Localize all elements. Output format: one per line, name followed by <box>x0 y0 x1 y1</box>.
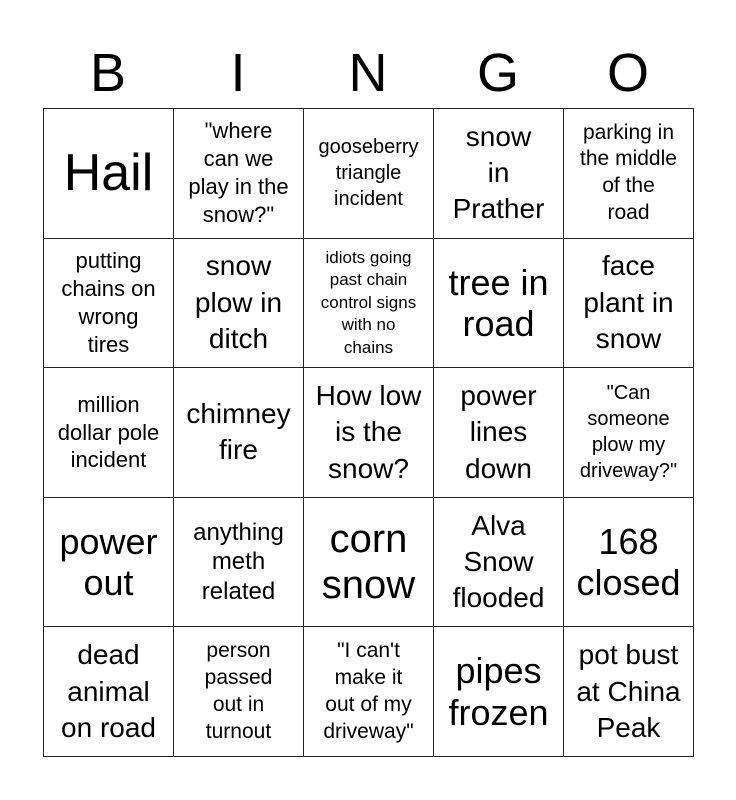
header-letter-n: N <box>348 43 388 103</box>
bingo-cell[interactable]: gooseberry triangle incident <box>304 109 434 239</box>
bingo-cell[interactable]: power lines down <box>434 368 564 498</box>
bingo-cell[interactable]: "I can't make it out of my driveway" <box>304 627 434 757</box>
bingo-cell[interactable]: Alva Snow flooded <box>434 498 564 628</box>
bingo-cell[interactable]: dead animal on road <box>44 627 174 757</box>
bingo-cell[interactable]: million dollar pole incident <box>44 368 174 498</box>
bingo-cell[interactable]: "Can someone plow my driveway?" <box>564 368 694 498</box>
bingo-cell[interactable]: snow plow in ditch <box>174 239 304 369</box>
bingo-cell[interactable]: snow in Prather <box>434 109 564 239</box>
bingo-cell[interactable]: chimney fire <box>174 368 304 498</box>
bingo-cell[interactable]: person passed out in turnout <box>174 627 304 757</box>
bingo-cell[interactable]: tree in road <box>434 239 564 369</box>
bingo-cell[interactable]: idiots going past chain control signs with no chains <box>304 239 434 369</box>
bingo-header <box>43 38 693 108</box>
bingo-cell[interactable]: pot bust at China Peak <box>564 627 694 757</box>
bingo-cell[interactable]: Hail <box>44 109 174 239</box>
bingo-cell[interactable]: 168 closed <box>564 498 694 628</box>
header-letter-b: B <box>89 43 127 103</box>
bingo-cell[interactable]: putting chains on wrong tires <box>44 239 174 369</box>
header-letter-g: G <box>476 43 519 103</box>
bingo-cell[interactable]: face plant in snow <box>564 239 694 369</box>
bingo-cell[interactable]: corn snow <box>304 498 434 628</box>
bingo-cell[interactable]: pipes frozen <box>434 627 564 757</box>
bingo-cell[interactable]: "where can we play in the snow?" <box>174 109 304 239</box>
header-letter-i: I <box>230 43 246 103</box>
header-letter-o: O <box>606 43 649 103</box>
bingo-cell[interactable]: How low is the snow? <box>304 368 434 498</box>
bingo-board <box>43 108 694 757</box>
bingo-cell[interactable]: parking in the middle of the road <box>564 109 694 239</box>
bingo-cell[interactable]: anything meth related <box>174 498 304 628</box>
bingo-cell[interactable]: power out <box>44 498 174 628</box>
